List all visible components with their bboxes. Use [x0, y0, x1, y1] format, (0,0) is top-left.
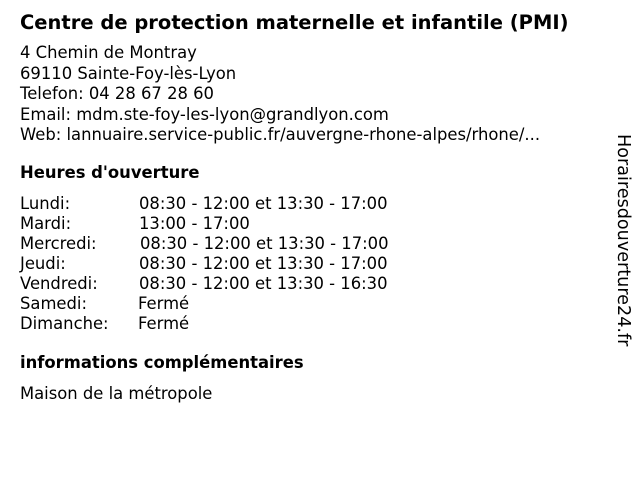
- watermark-text: Horairesdouverture24.fr: [613, 134, 633, 347]
- additional-info-heading: informations complémentaires: [20, 353, 304, 372]
- day-label: Vendredi:: [20, 274, 98, 293]
- address-city: 69110 Sainte-Foy-lès-Lyon: [20, 63, 237, 83]
- page-title: Centre de protection maternelle et infantile (PMI): [20, 11, 569, 34]
- watermark: [610, 134, 636, 374]
- time-value: 08:30 - 12:00 et 13:30 - 17:00: [140, 234, 389, 253]
- time-value: Fermé: [138, 314, 190, 333]
- day-label: Samedi:: [20, 294, 87, 313]
- email-line: Email: mdm.ste-foy-les-lyon@grandlyon.com: [20, 104, 389, 124]
- day-label: Mardi:: [20, 214, 72, 233]
- time-value: 08:30 - 12:00 et 13:30 - 17:00: [139, 254, 388, 273]
- time-value: 08:30 - 12:00 et 13:30 - 16:30: [139, 274, 388, 293]
- day-label: Dimanche:: [20, 314, 109, 333]
- day-label: Lundi:: [20, 194, 71, 213]
- additional-info-text: Maison de la métropole: [20, 384, 213, 403]
- day-label: Jeudi:: [20, 254, 66, 273]
- address-street: 4 Chemin de Montray: [20, 43, 197, 62]
- web-line: Web: lannuaire.service-public.fr/auvergne-rhone-alpes/rhone/...: [20, 125, 541, 144]
- time-value: 13:00 - 17:00: [139, 214, 250, 233]
- day-label: Mercredi:: [20, 234, 97, 253]
- time-value: Fermé: [138, 294, 190, 313]
- contact-block: [20, 43, 540, 146]
- time-value: 08:30 - 12:00 et 13:30 - 17:00: [139, 194, 388, 213]
- phone-line: Telefon: 04 28 67 28 60: [20, 84, 214, 103]
- opening-hours-heading: Heures d'ouverture: [20, 163, 200, 182]
